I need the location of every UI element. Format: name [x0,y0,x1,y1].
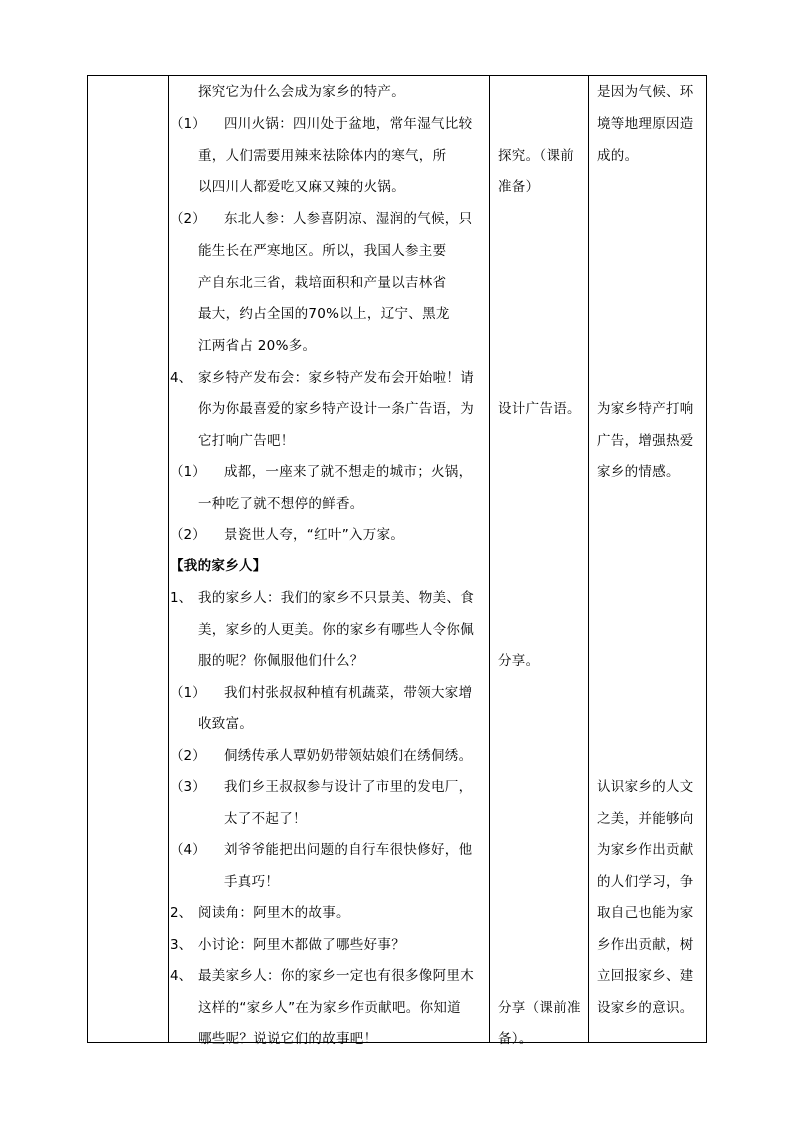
list-number: （2） [170,748,206,764]
activity-line: 准备） [498,179,540,195]
activity-line: 分享。 [498,653,540,669]
content-line: 太了不起了！ [224,811,307,827]
list-number: 4、 [170,968,193,984]
content-line: 小讨论：阿里木都做了哪些好事？ [198,937,405,953]
content-line: 美，家乡的人更美。你的家乡有哪些人令你佩 [198,622,474,638]
intent-line: 取自己也能为家 [597,905,694,921]
activity-line: 分享（课前准 [498,1000,581,1016]
list-number: （1） [170,116,206,132]
content-line: 我们乡王叔叔参与设计了市里的发电厂， [224,779,473,795]
lesson-plan-table [87,75,707,1047]
column-divider [588,76,589,1042]
content-line: 手真巧！ [224,874,280,890]
activity-line: 探究。（课前 [498,148,575,164]
list-number: 3、 [170,937,193,953]
intent-line: 乡作出贡献，树 [597,937,694,953]
content-line: 最大，约占全国的70%以上，辽宁、黑龙 [198,306,450,322]
list-number: 4、 [170,370,193,386]
section-heading: 【我的家乡人】 [170,558,267,574]
list-number: （1） [170,685,206,701]
list-number: 2、 [170,905,193,921]
content-line: 哪些呢？说说它们的故事吧！ [198,1031,378,1047]
content-line: 家乡特产发布会：家乡特产发布会开始啦！请 [198,370,474,386]
content-line: 重，人们需要用辣来祛除体内的寒气，所 [198,148,447,164]
content-line: 成都，一座来了就不想走的城市；火锅， [224,464,473,480]
activity-line: 备）。 [498,1031,533,1047]
content-line: 东北人参：人参喜阴凉、湿润的气候，只 [224,211,473,227]
list-number: 1、 [170,590,193,606]
intent-line: 成的。 [597,148,639,164]
intent-line: 广告，增强热爱 [597,433,694,449]
intent-line: 家乡的情感。 [597,464,680,480]
content-line: 四川火锅：四川处于盆地，常年湿气比较 [224,116,473,132]
intent-line: 为家乡作出贡献 [597,842,694,858]
content-line: 服的呢？你佩服他们什么？ [198,653,364,669]
intent-line: 立回报家乡、建 [597,968,694,984]
content-line: 这样的“家乡人”在为家乡作贡献吧。你知道 [198,1000,461,1016]
intent-line: 之美，并能够向 [597,811,694,827]
list-number: （2） [170,527,206,543]
list-number: （1） [170,464,206,480]
content-line: 收致富。 [198,716,254,732]
content-line: 能生长在严寒地区。所以，我国人参主要 [198,243,447,259]
intent-line: 的人们学习，争 [597,874,694,890]
list-number: （2） [170,211,206,227]
list-number: （4） [170,842,206,858]
content-line: 它打响广告吧！ [198,433,295,449]
content-line: 最美家乡人：你的家乡一定也有很多像阿里木 [198,968,474,984]
intent-line: 为家乡特产打响 [597,401,694,417]
content-line: 产自东北三省，栽培面积和产量以吉林省 [198,275,447,291]
intent-line: 是因为气候、环 [597,84,694,100]
content-line: 我的家乡人：我们的家乡不只景美、物美、食 [198,590,474,606]
content-line: 探究它为什么会成为家乡的特产。 [198,84,405,100]
column-divider [489,76,490,1042]
list-number: （3） [170,779,206,795]
content-line: 我们村张叔叔种植有机蔬菜，带领大家增 [224,685,473,701]
activity-line: 设计广告语。 [498,401,581,417]
content-line: 江两省占 20%多。 [198,338,317,354]
content-line: 景瓷世人夸，“红叶”入万家。 [224,527,405,543]
content-line: 侗绣传承人覃奶奶带领姑娘们在绣侗绣。 [224,748,473,764]
content-line: 你为你最喜爱的家乡特产设计一条广告语，为 [198,401,474,417]
content-line: 刘爷爷能把出问题的自行车很快修好，他 [224,842,473,858]
intent-line: 认识家乡的人文 [597,779,694,795]
intent-line: 境等地理原因造 [597,116,694,132]
content-line: 阅读角：阿里木的故事。 [198,905,350,921]
intent-line: 设家乡的意识。 [597,1000,694,1016]
content-line: 一种吃了就不想停的鲜香。 [198,496,364,512]
content-line: 以四川人都爱吃又麻又辣的火锅。 [198,179,405,195]
column-divider [168,76,169,1042]
